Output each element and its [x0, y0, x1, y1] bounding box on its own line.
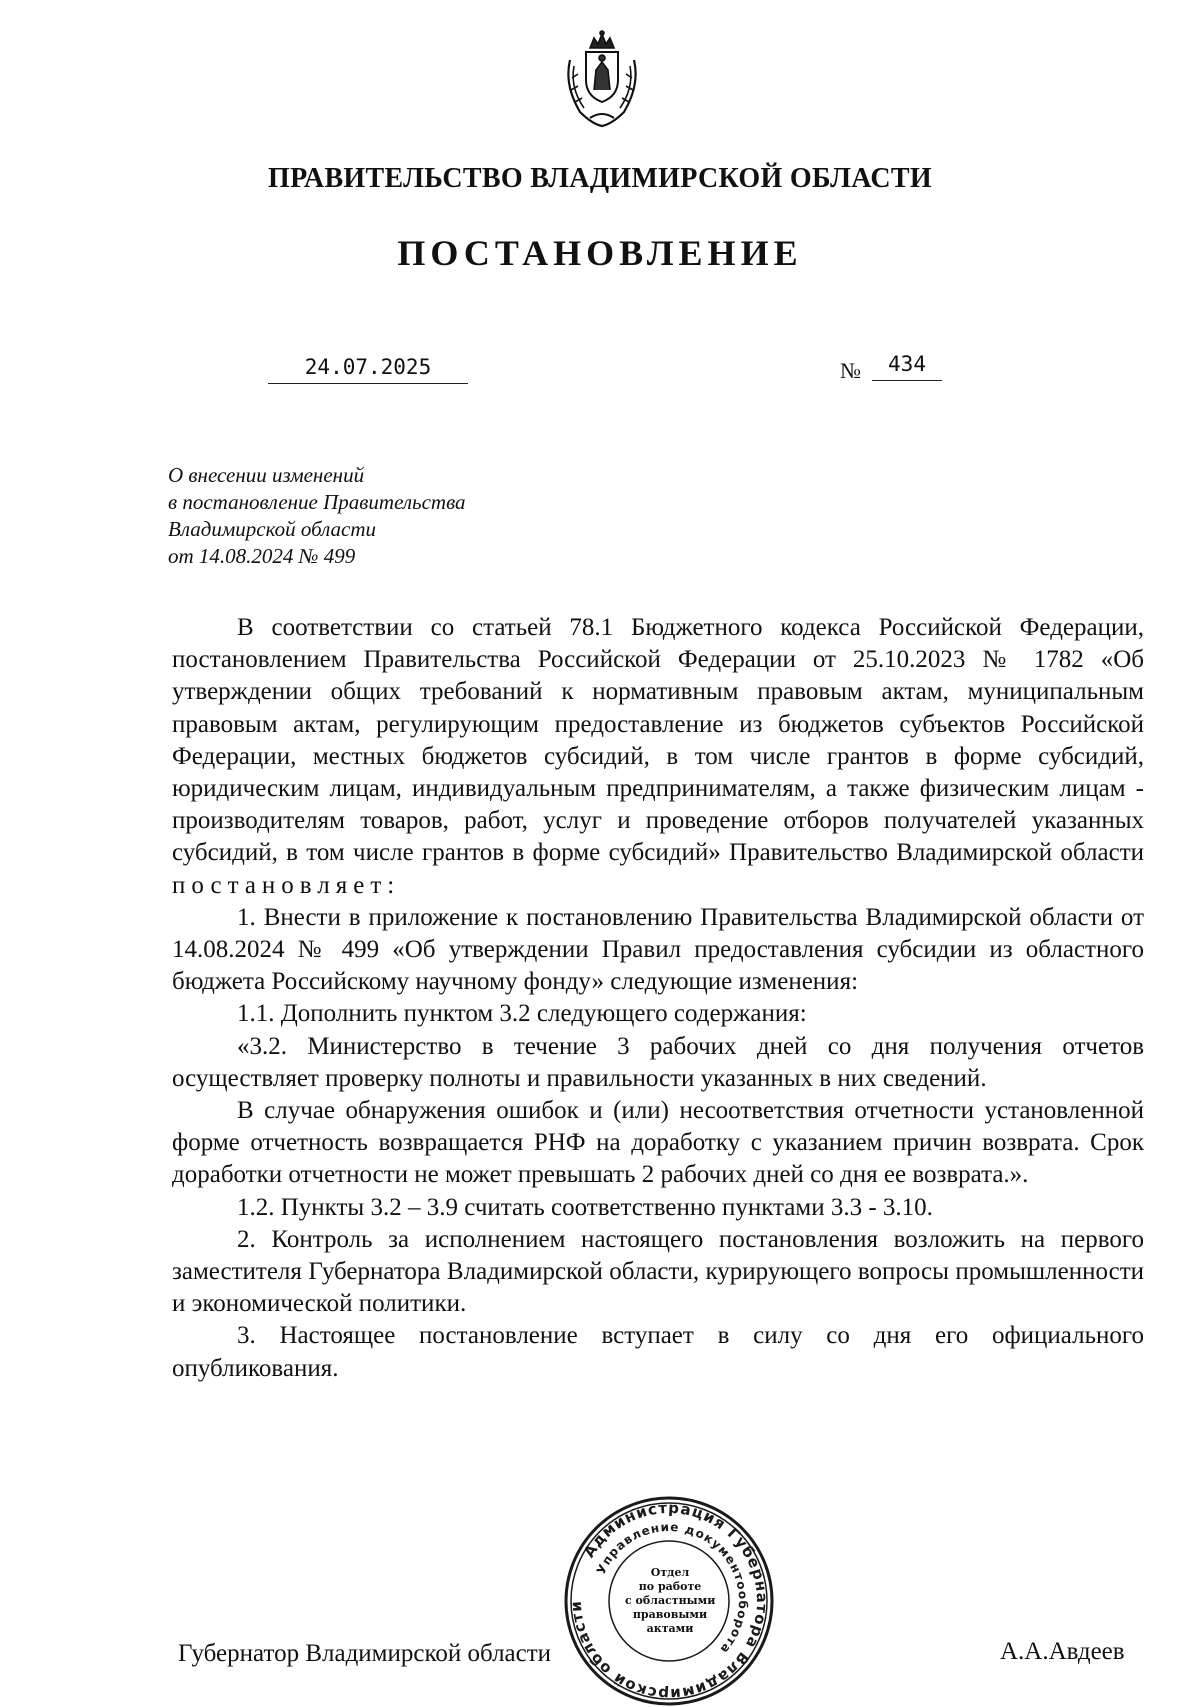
body-paragraph: «3.2. Министерство в течение 3 рабочих дней со дня получения отчетов осуществляет проверку полноты и правильности указанных в них сведений.	[172, 1032, 1144, 1092]
body-paragraph: 1. Внести в приложение к постановлению Правительства Владимирской области от 14.08.2024 № 499 «Об утверждении Правил предоставления субсидии из областного бюджета Российскому научному фонду» следующие изменения:	[172, 903, 1144, 996]
stamp-line: правовыми	[632, 1608, 708, 1621]
signatory-position: Губернатор Владимирской области	[178, 1640, 552, 1667]
stamp-line: с областными	[625, 1594, 716, 1607]
number-sign: №	[840, 358, 861, 383]
subject-line: Владимирской области	[168, 517, 377, 541]
decree-date: 24.07.2025	[268, 355, 468, 384]
decree-word: постановляет:	[172, 871, 401, 899]
body-paragraph: В случае обнаружения ошибок и (или) несоответствия отчетности установленной форме отчетность возвращается РНФ на доработку с указанием причин возврата. Срок доработки отчетности не может превышать 2 рабочих дней со дня ее возврата.».	[172, 1097, 1144, 1189]
body-paragraph: 3. Настоящее постановление вступает в силу со дня его официального опубликования.	[172, 1322, 1144, 1382]
stamp-center-text	[625, 1566, 715, 1636]
subject-line: в постановление Правительства	[168, 490, 466, 514]
stamp-outer-text: Администрация Губернатора Владимирской области	[566, 1498, 772, 1704]
body-paragraph: 1.1. Дополнить пунктом 3.2 следующего содержания:	[237, 1000, 807, 1028]
government-title: ПРАВИТЕЛЬСТВО ВЛАДИМИРСКОЙ ОБЛАСТИ	[268, 163, 932, 194]
stamp-line: актами	[646, 1622, 694, 1635]
stamp-line: по работе	[638, 1580, 702, 1593]
preamble-paragraph	[172, 612, 1144, 902]
stamp-line: Отдел	[650, 1566, 690, 1579]
preamble-text: В соответствии со статьей 78.1 Бюджетного кодекса Российской Федерации, постановлением Правительства Российской Федерации от 25.10.2023 № 1782 «Об утверждении общих требований к нормативным правовым актам, муниципальным правовым актам, регулирующим предоставление из бюджетов субъектов Российской Федерации, местных бюджетов субсидий, в том числе грантов в форме субсидий, юридическим лицам, индивидуальным предпринимателям, а также физическим лицам - производителям товаров, работ, услуг и проведение отборов получателей указанных субсидий, в том числе грантов в форме субсидий» Правительство Владимирской области	[172, 614, 1144, 867]
body-paragraph: 2. Контроль за исполнением настоящего постановления возложить на первого заместителя Губернатора Владимирской области, курирующего вопросы промышленности и экономической политики.	[172, 1225, 1144, 1318]
subject-line: от 14.08.2024 № 499	[168, 544, 356, 568]
signatory-name: А.А.Авдеев	[1000, 1638, 1125, 1665]
decree-subject	[168, 462, 588, 570]
stamp-inner-text: Управление документооборота	[593, 1519, 751, 1657]
body-paragraph: 1.2. Пункты 3.2 – 3.9 считать соответственно пунктами 3.3 - 3.10.	[237, 1193, 933, 1221]
subject-line: О внесении изменений	[168, 463, 365, 487]
document-type: ПОСТАНОВЛЕНИЕ	[397, 233, 803, 273]
decree-body	[172, 612, 1144, 1385]
coat-of-arms-icon	[560, 30, 644, 130]
decree-number: 434	[872, 352, 942, 381]
